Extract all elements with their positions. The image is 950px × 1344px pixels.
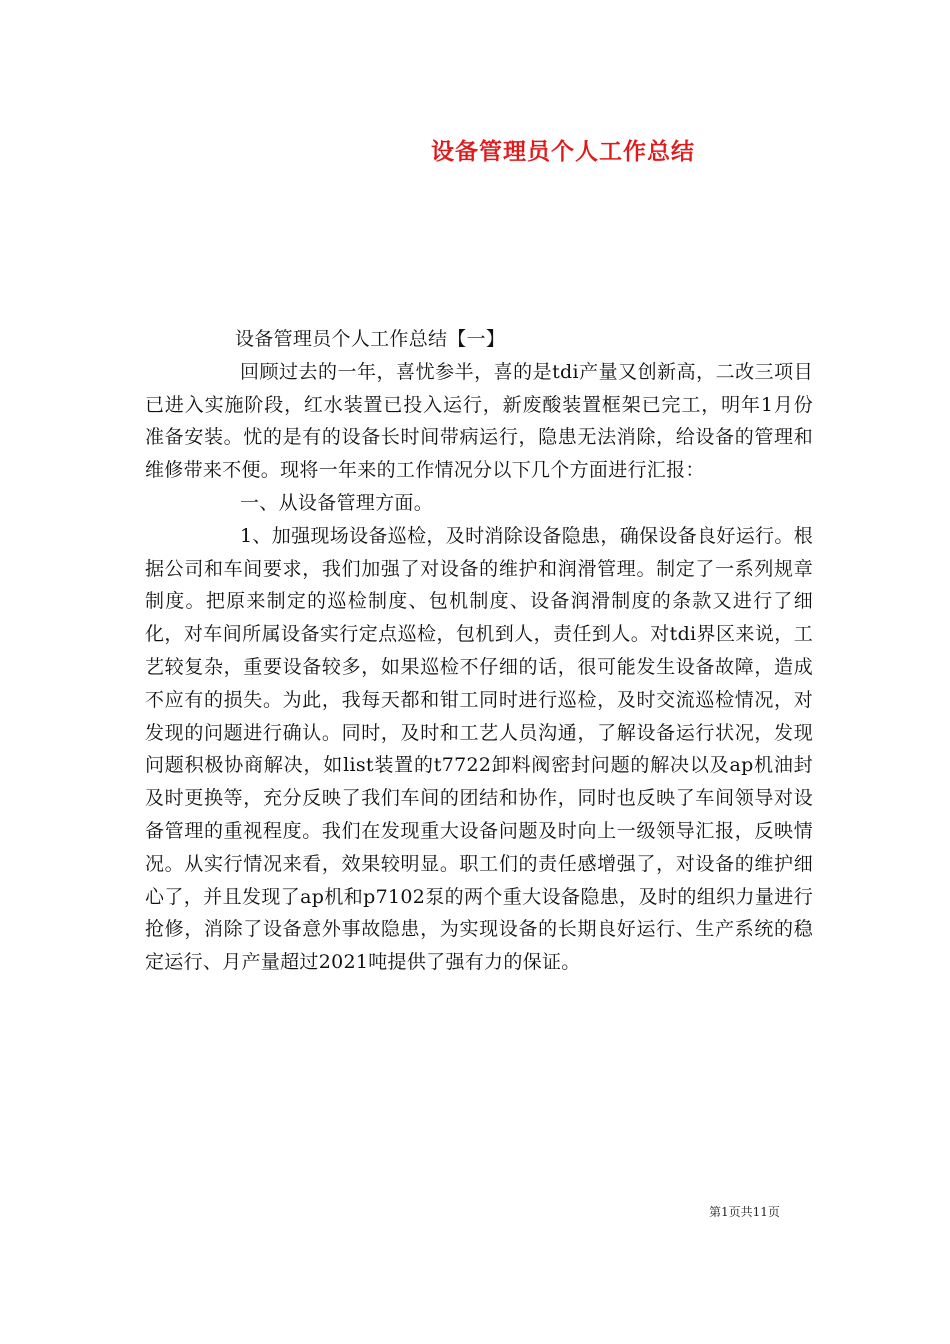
- document-title: 设备管理员个人工作总结: [431, 138, 695, 165]
- section-subtitle: 设备管理员个人工作总结【一】: [235, 328, 506, 350]
- paragraph-intro: 回顾过去的一年，喜忧参半，喜的是tdi产量又创新高，二改三项目已进入实施阶段，红水装置已投入运行，新废酸装置框架已完工，明年1月份准备安装。忧的是有的设备长时间带病运行，隐患无法消除，给设备的管理和维修带来不便。现将一年来的工作情况分以下几个方面进行汇报：: [145, 360, 813, 482]
- page-number: 第1页共11页: [709, 1205, 780, 1219]
- title-area: [0, 0, 950, 200]
- document-body: [145, 323, 813, 979]
- section-heading: 一、从设备管理方面。: [240, 491, 434, 514]
- paragraph-item-1: 1、加强现场设备巡检，及时消除设备隐患，确保设备良好运行。根据公司和车间要求，我们加强了对设备的维护和润滑管理。制定了一系列规章制度。把原来制定的巡检制度、包机制度、设备润滑制度的条款又进行了细化，对车间所属设备实行定点巡检，包机到人，责任到人。对tdi界区来说，工艺较复杂，重要设备较多，如果巡检不仔细的话，很可能发生设备故障，造成不应有的损失。为此，我每天都和钳工同时进行巡检，及时交流巡检情况，对发现的问题进行确认。同时，及时和工艺人员沟通，了解设备运行状况，发现问题积极协商解决，如list装置的t7722卸料阀密封问题的解决以及ap机油封及时更换等，充分反映了我们车间的团结和协作，同时也反映了车间领导对设备管理的重视程度。我们在发现重大设备问题及时向上一级领导汇报，反映情况。从实行情况来看，效果较明显。职工们的责任感增强了，对设备的维护细心了，并且发现了ap机和p7102泵的两个重大设备隐患，及时的组织力量进行抢修，消除了设备意外事故隐患，为实现设备的长期良好运行、生产系统的稳定运行、月产量超过2021吨提供了强有力的保证。: [145, 524, 813, 974]
